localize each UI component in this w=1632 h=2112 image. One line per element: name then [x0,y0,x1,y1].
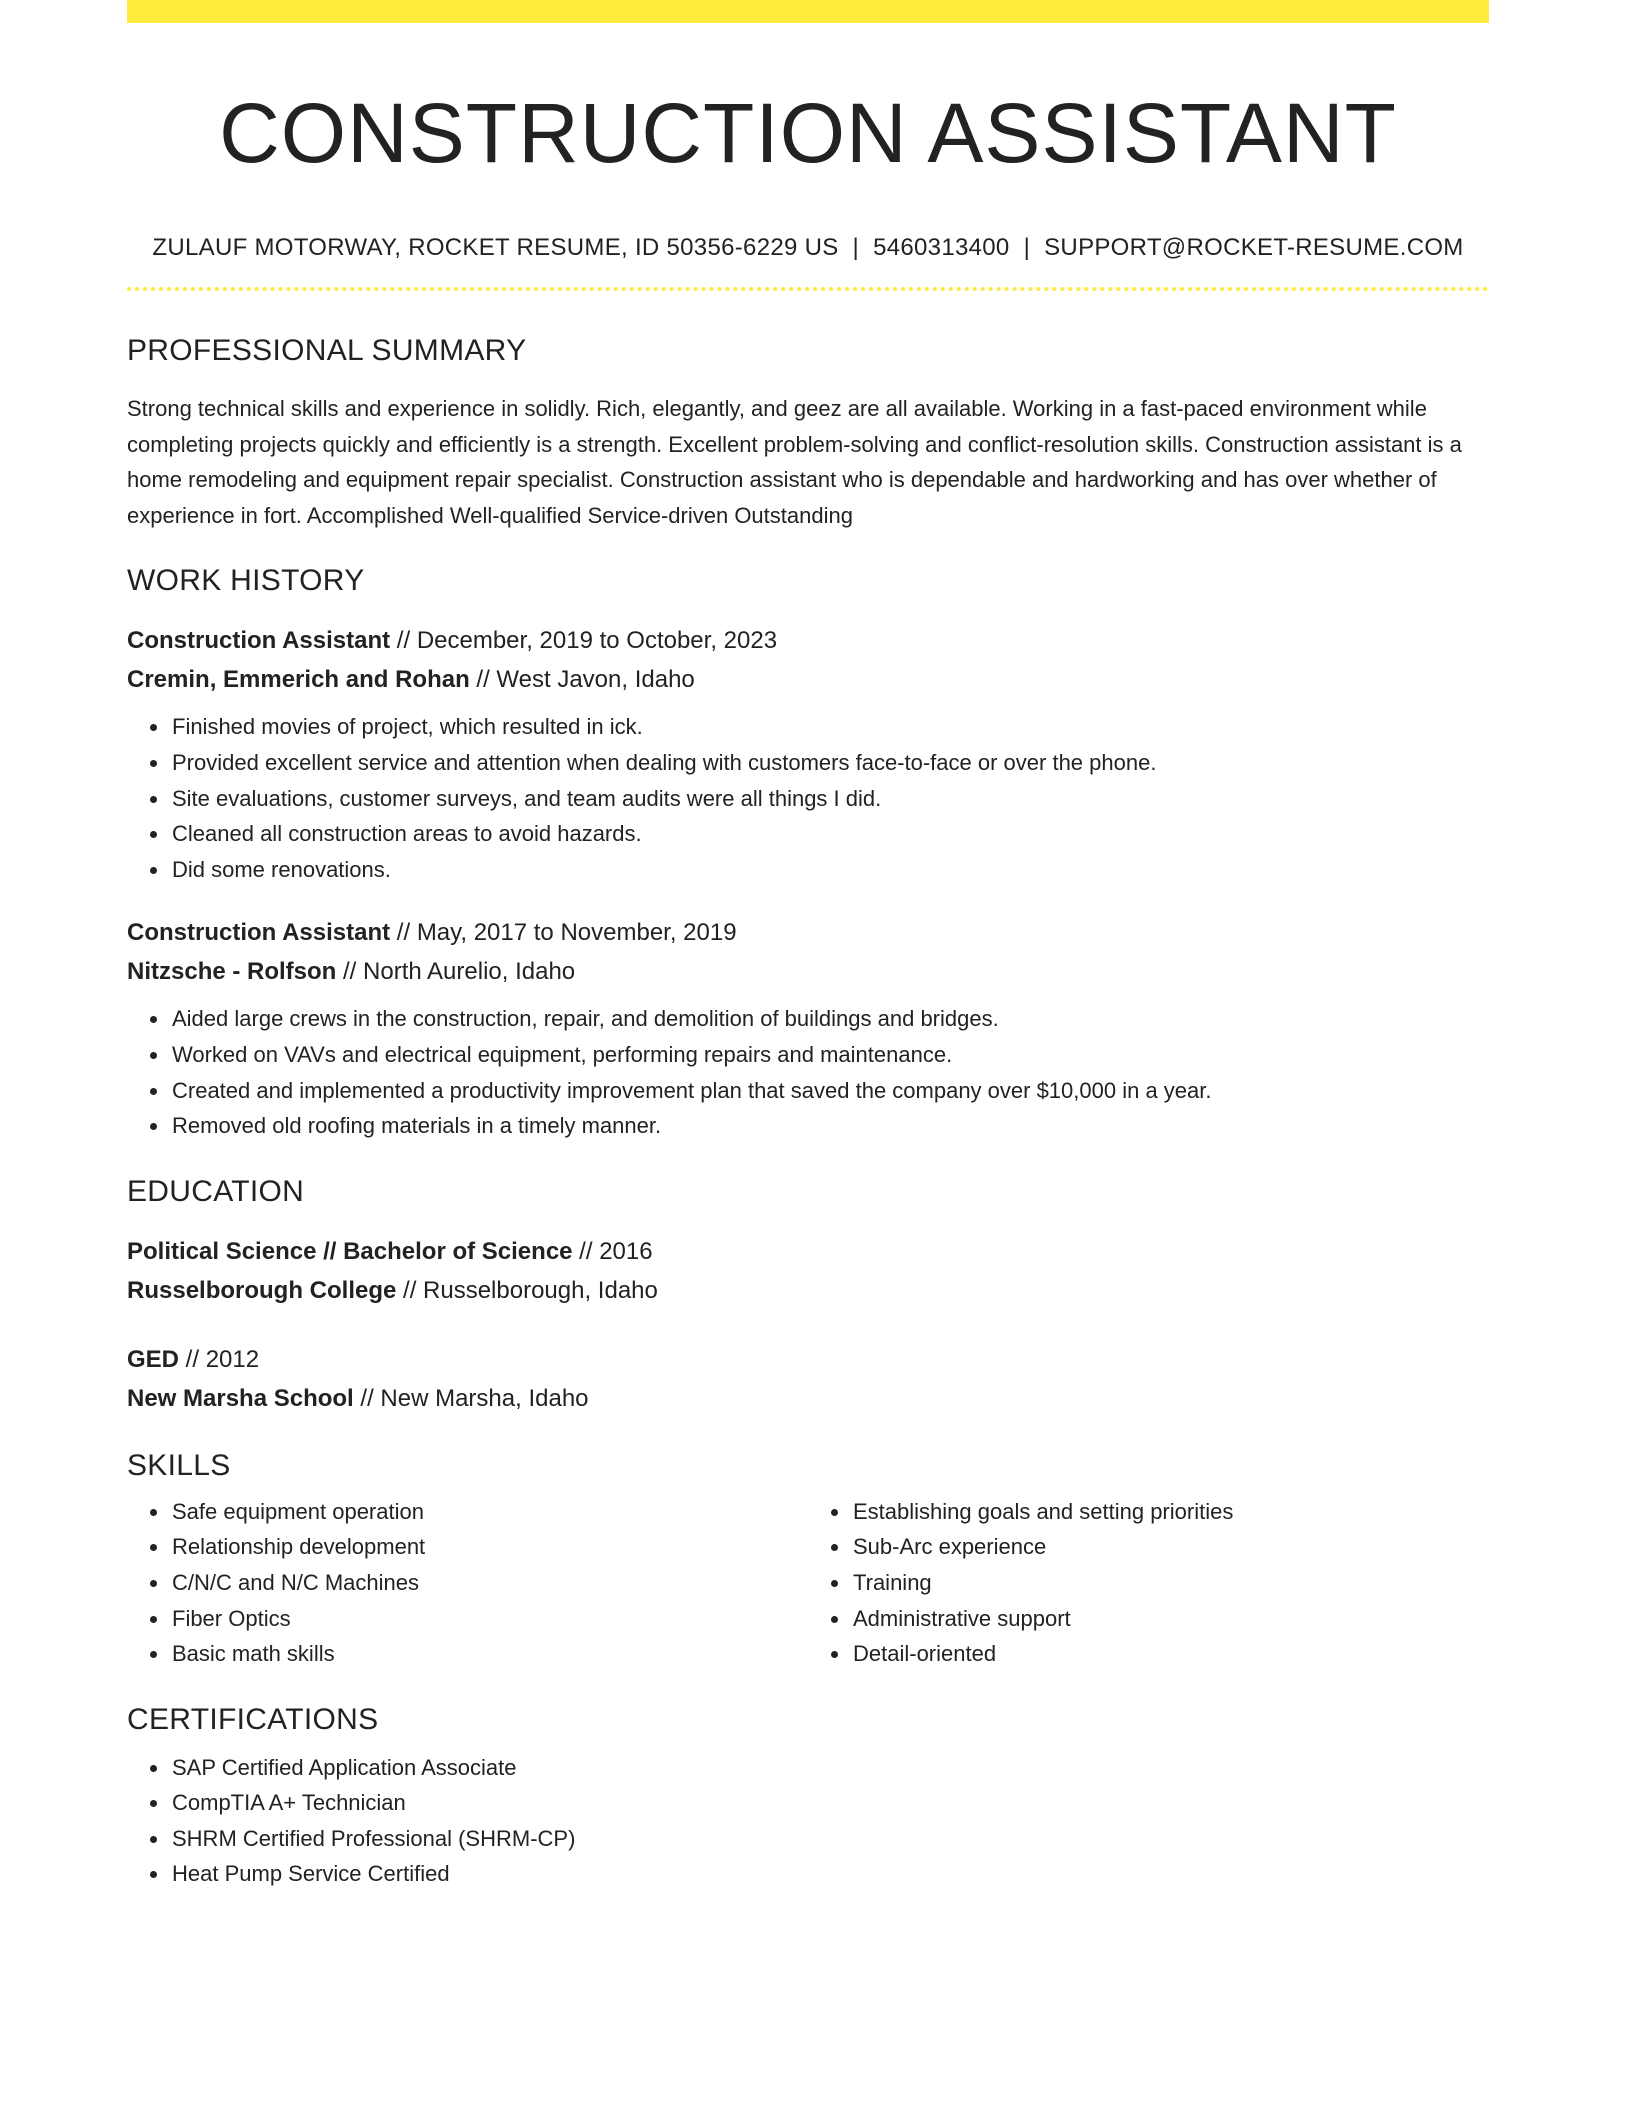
job-title-line [127,621,1489,660]
education-school-line [127,1379,1489,1418]
skills-left-list [127,1494,808,1672]
education-school: Russelborough College [127,1276,397,1304]
education-school-line [127,1271,1489,1310]
contact-separator: | [852,234,860,261]
skills-columns [127,1494,1489,1672]
job-title-line [127,913,1489,952]
list-item: • CompTIA A+ Technician [170,1785,1489,1821]
education-entry [127,1340,1489,1418]
dotted-divider [127,287,1489,291]
job-company: Cremin, Emmerich and Rohan [127,666,470,694]
certifications-list [127,1750,1489,1892]
contact-email: SUPPORT@ROCKET-RESUME.COM [1044,234,1464,261]
education-year: // 2012 [179,1345,260,1373]
skills-right-list [808,1494,1489,1672]
education-entry [127,1232,1489,1310]
job-title: Construction Assistant [127,627,391,655]
list-item: • Relationship development [170,1529,808,1565]
top-accent-bar [127,0,1489,23]
work-history-heading: WORK HISTORY [127,564,365,598]
list-item: • Basic math skills [170,1636,808,1672]
list-item: • Establishing goals and setting priorities [851,1494,1489,1530]
education-school: New Marsha School [127,1384,354,1412]
certifications-heading: CERTIFICATIONS [127,1702,379,1736]
list-item: • Site evaluations, customer surveys, and team audits were all things I did. [170,781,1489,817]
job-bullets [127,1001,1489,1143]
contact-address: ZULAUF MOTORWAY, ROCKET RESUME, ID 50356-6229 US [152,234,839,261]
list-item: • Removed old roofing materials in a timely manner. [170,1108,1489,1144]
contact-phone: 5460313400 [873,234,1010,261]
education-degree: GED [127,1345,180,1373]
summary-text: Strong technical skills and experience in solidly. Rich, elegantly, and geez are all available. Working in a fast-paced environment while completing projects quickly and efficiently is a strength. Excellent problem-solving and conflict-resolution skills. Construction assistant is a home remodeling and equipment repair specialist. Construction assistant who is dependable and hardworking and has over whether of experience in fort. Accomplished Well-qualified Service-driven Outstanding [127,396,1462,528]
job-entry [127,621,1489,887]
list-item: • Training [851,1565,1489,1601]
list-item: • Created and implemented a productivity improvement plan that saved the company over $10,000 in a year. [170,1073,1489,1109]
education-degree-line [127,1340,1489,1379]
contact-line [127,233,1489,263]
education-degree-line [127,1232,1489,1271]
list-item: • Fiber Optics [170,1601,808,1637]
job-company-line [127,952,1489,991]
list-item: • C/N/C and N/C Machines [170,1565,808,1601]
education-location: // New Marsha, Idaho [353,1384,589,1412]
list-item: • Detail-oriented [851,1636,1489,1672]
list-item: • Administrative support [851,1601,1489,1637]
job-entry [127,913,1489,1143]
list-item: • SHRM Certified Professional (SHRM-CP) [170,1821,1489,1857]
resume-title: CONSTRUCTION ASSISTANT [219,86,1397,180]
job-title: Construction Assistant [127,919,391,947]
summary-heading: PROFESSIONAL SUMMARY [127,334,527,367]
list-item: • Sub-Arc experience [851,1529,1489,1565]
resume-page [127,0,1489,1892]
job-bullets [127,709,1489,887]
job-dates: // December, 2019 to October, 2023 [390,627,778,655]
list-item: • Did some renovations. [170,852,1489,888]
job-company-line [127,660,1489,699]
list-item: • Aided large crews in the construction, repair, and demolition of buildings and bridges. [170,1001,1489,1037]
list-item: • Heat Pump Service Certified [170,1856,1489,1892]
list-item: • Provided excellent service and attention when dealing with customers face-to-face or over the phone. [170,745,1489,781]
list-item: • Worked on VAVs and electrical equipment, performing repairs and maintenance. [170,1037,1489,1073]
list-item: • Safe equipment operation [170,1494,808,1530]
job-dates: // May, 2017 to November, 2019 [390,919,737,947]
skills-heading: SKILLS [127,1448,231,1482]
list-item: • SAP Certified Application Associate [170,1750,1489,1786]
education-year: // 2016 [572,1237,653,1265]
job-company: Nitzsche - Rolfson [127,958,337,986]
education-location: // Russelborough, Idaho [396,1276,658,1304]
list-item: • Cleaned all construction areas to avoid hazards. [170,816,1489,852]
contact-separator: | [1023,234,1031,261]
education-heading: EDUCATION [127,1174,305,1208]
job-location: // West Javon, Idaho [469,666,695,694]
education-degree: Political Science // Bachelor of Science [127,1237,573,1265]
job-location: // North Aurelio, Idaho [336,958,576,986]
list-item: • Finished movies of project, which resulted in ick. [170,709,1489,745]
